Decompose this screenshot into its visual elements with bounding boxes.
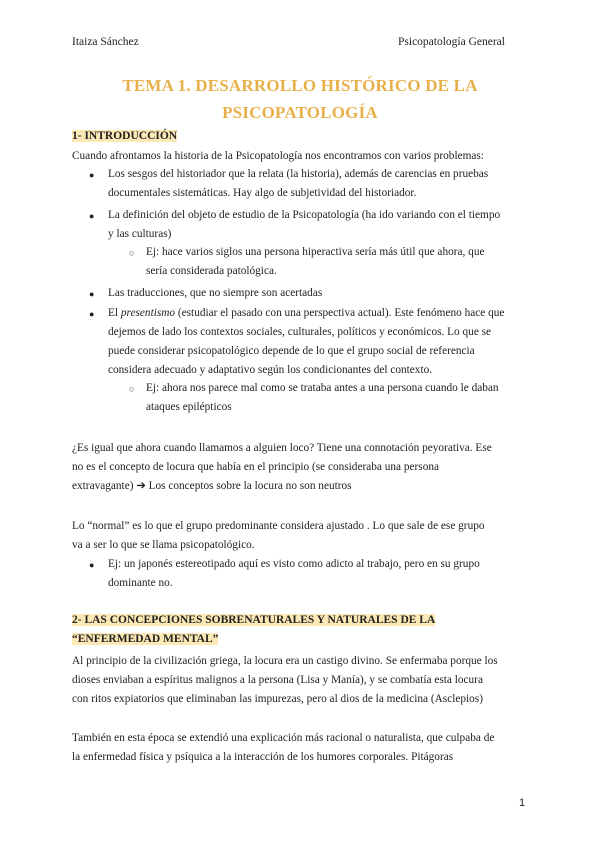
section-heading-introduccion	[72, 130, 177, 142]
intro-paragraph: Cuando afrontamos la historia de la Psicopatología nos encontramos con varios problemas:	[72, 150, 484, 162]
bullet2-line2: y las culturas)	[108, 228, 172, 240]
sub1-line1: Ej: hace varios siglos una persona hiperactiva sería más útil que ahora, que	[146, 246, 485, 258]
bullet1-line1: Los sesgos del historiador que la relata (la historia), además de carencias en pruebas	[108, 168, 489, 180]
header-subject: Psicopatología General	[398, 36, 505, 48]
bullet-dot-icon: ●	[89, 211, 95, 221]
document-title-line2: PSICOPATOLOGÍA	[222, 103, 378, 122]
bullet-dot-icon: ●	[89, 170, 95, 180]
section-heading-text: 2- LAS CONCEPCIONES SOBRENATURALES Y NATURALES DE LA	[72, 614, 436, 626]
bullet-dot-icon: ●	[89, 309, 95, 319]
bullet2-line1: La definición del objeto de estudio de la Psicopatología (ha ido variando con el tiempo	[108, 209, 501, 221]
paragraph2-line1: Lo “normal” es lo que el grupo predominante considera ajustado . Lo que sale de ese grupo	[72, 520, 485, 532]
bullet4-line2: dejemos de lado los contextos sociales, culturales, políticos y económicos. Lo que se	[108, 326, 492, 338]
bullet5-line1: Ej: un japonés estereotipado aquí es visto como adicto al trabajo, pero en su grupo	[108, 558, 480, 570]
section2-paragraph1-line2: dioses enviaban a espíritus malignos a la persona (Lisa y Manía), y se combatía esta locura	[72, 674, 483, 686]
page-number: 1	[519, 797, 526, 809]
section-heading-text: “ENFERMEDAD MENTAL”	[72, 633, 219, 645]
sub2-line1: Ej: ahora nos parece mal como se trataba antes a una persona cuando le daban	[146, 382, 499, 394]
bullet-dot-icon: ●	[89, 289, 95, 299]
section2-paragraph2-line2: la enfermedad física y psíquica a la interacción de los humores corporales. Pitágoras	[72, 751, 454, 763]
bullet4-prefix: El	[108, 307, 121, 319]
document-title-line1: TEMA 1. DESARROLLO HISTÓRICO DE LA	[122, 76, 478, 95]
section-heading-text: 1- INTRODUCCIÓN	[72, 130, 178, 142]
section-heading-concepciones-line1	[72, 614, 435, 626]
bullet4-line4: considera adecuado y adaptativo según los condicionantes del contexto.	[108, 364, 433, 376]
sub2-line2: ataques epilépticos	[146, 401, 232, 413]
bullet4-rest: (estudiar el pasado con una perspectiva actual). Este fenómeno hace que	[175, 307, 505, 319]
bullet4-line3: puede considerar psicopatológico depende de lo que el grupo social de referencia	[108, 345, 475, 357]
sub-bullet-circle-icon: ○	[129, 248, 135, 258]
bullet4-line1	[108, 306, 504, 320]
paragraph1-line1: ¿Es igual que ahora cuando llamamos a alguien loco? Tiene una connotación peyorativa. Ese	[72, 442, 492, 454]
section2-paragraph1-line1: Al principio de la civilización griega, la locura era un castigo divino. Se enfermaba porque los	[72, 655, 498, 667]
sub-bullet-circle-icon: ○	[129, 384, 135, 394]
paragraph1-line2: no es el concepto de locura que había en el principio (se consideraba una persona	[72, 461, 439, 473]
paragraph2-line2: va a ser lo que se llama psicopatológico.	[72, 539, 255, 551]
section2-paragraph1-line3: con ritos expiatorios que eliminaban las impurezas, pero al dios de la medicina (Asclepios)	[72, 693, 483, 705]
paragraph1-line3: extravagante) ➔ Los conceptos sobre la locura no son neutros	[72, 480, 352, 492]
bullet4-italic-term: presentismo	[120, 307, 176, 319]
section-heading-concepciones-line2	[72, 633, 218, 645]
bullet3-line1: Las traducciones, que no siempre son acertadas	[108, 287, 323, 299]
bullet-dot-icon: ●	[89, 560, 95, 570]
header-author: Itaiza Sánchez	[72, 36, 139, 48]
sub1-line2: sería considerada patológica.	[146, 265, 277, 277]
section2-paragraph2-line1: También en esta época se extendió una explicación más racional o naturalista, que culpaba de	[72, 732, 495, 744]
bullet5-line2: dominante no.	[108, 577, 173, 589]
bullet1-line2: documentales sistemáticas. Hay algo de subjetividad del historiador.	[108, 187, 417, 199]
